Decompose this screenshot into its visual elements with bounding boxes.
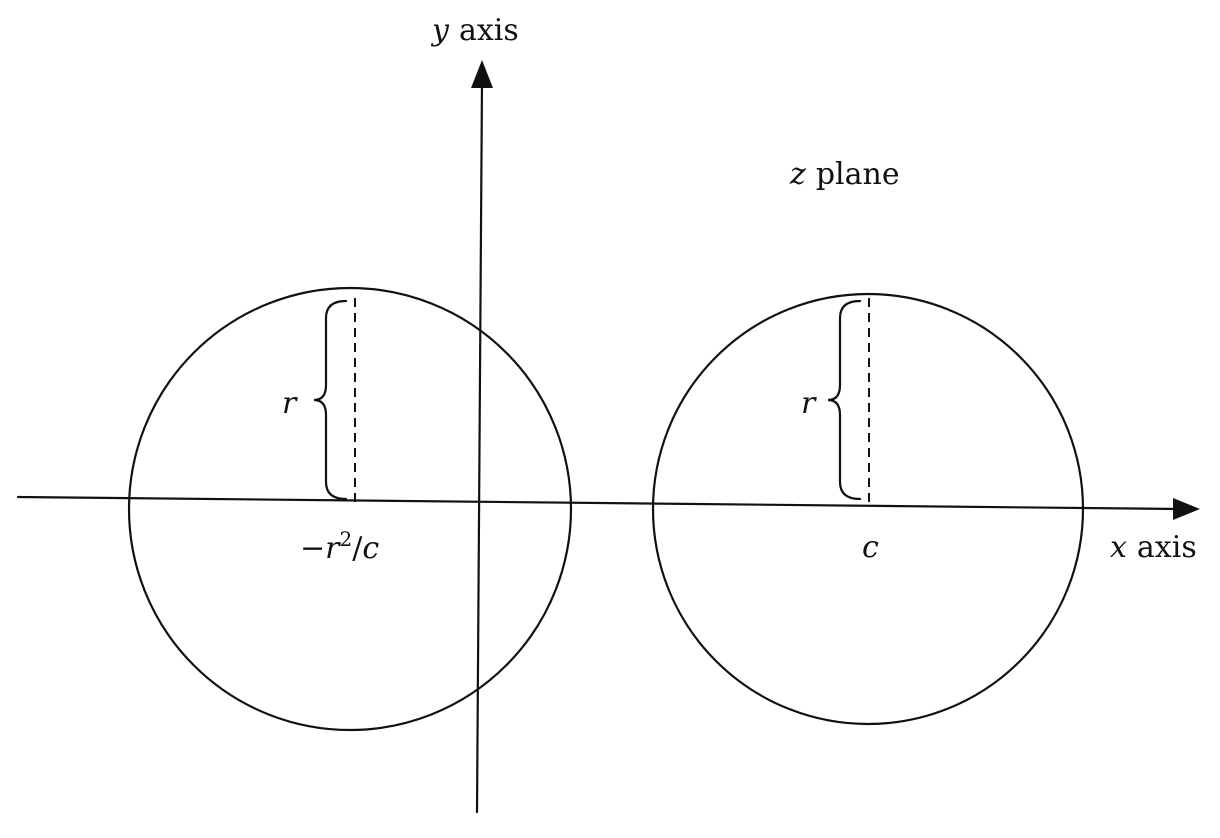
right-circle-group	[653, 294, 1083, 724]
x-axis-line	[18, 497, 1180, 509]
right-radius-label: r	[801, 386, 816, 421]
y-axis-arrowhead-icon	[471, 60, 493, 88]
right-radius-brace-icon	[828, 301, 860, 499]
left-radius-label: r	[282, 386, 297, 421]
left-circle	[129, 288, 571, 730]
y-axis-line	[477, 82, 482, 812]
left-center-label: $-r^2/c$	[300, 527, 380, 566]
left-circle-group	[129, 288, 571, 730]
right-center-label: c	[862, 530, 879, 565]
y-axis-label: y axis	[432, 13, 519, 48]
plane-title: z plane	[790, 157, 900, 192]
x-axis-arrowhead-icon	[1173, 498, 1200, 520]
x-axis-label: x axis	[1110, 530, 1197, 565]
axes	[18, 60, 1200, 812]
left-radius-brace-icon	[314, 301, 346, 499]
